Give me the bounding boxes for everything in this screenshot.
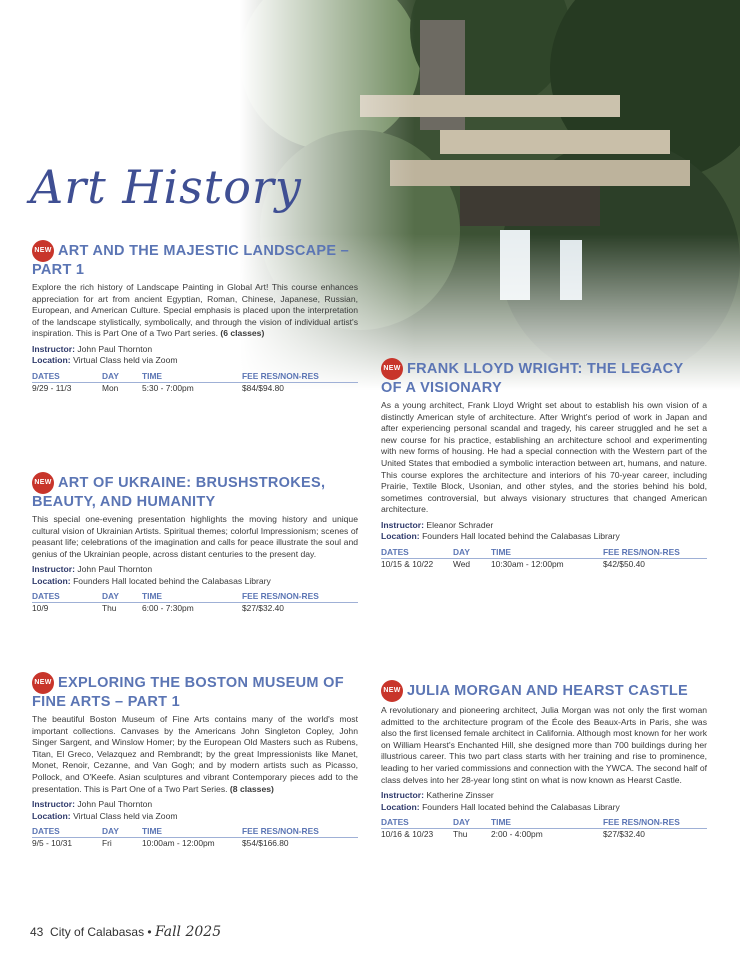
- new-badge-icon: NEW: [32, 672, 54, 694]
- course-description: As a young architect, Frank Lloyd Wright set about to establish his own vision of a distinctly American style of architecture. After Wright's period of work in Japan and after experiencing personal scandal and tragedy, his career struggled and he set a new course for his practice, establishing an architecture school and experimenting with new forms of housing. He had a special connection with the Western part of the United States that embodied a symbolic interaction between art, humans, and nature. This course explores the architecture and interiors of his 70-year career, including Prairie, Textile Block, Usonian, and other styles, and the stories behind his bold, sometimes controversial, but always visionary structures that changed American architecture.: [381, 400, 707, 515]
- course-boston: [32, 672, 358, 849]
- course-description: A revolutionary and pioneering architect, Julia Morgan was not only the first woman admitted to the architecture program of the École des Beaux-Arts in Paris, she was also the first licensed female architect in California. Although most known for her work on William Hearst's Enchanted Hill, she designed more than 700 buildings during her illustrious career. This two part class starts with her training and rise to prominence, leading to her varied commissions and connection with the YWCA. The second half of class delves into her 28-year long stint on what is now known as Hearst Castle.: [381, 705, 707, 785]
- course-location: Location: Virtual Class held via Zoom: [32, 810, 178, 821]
- page-number: 43: [30, 925, 44, 939]
- course-title: NEW ART OF UKRAINE: BRUSHSTROKES, BEAUTY, AND HUMANITY: [32, 472, 358, 511]
- new-badge-icon: NEW: [32, 472, 54, 494]
- course-title: NEW JULIA MORGAN AND HEARST CASTLE: [381, 680, 707, 702]
- new-badge-icon: NEW: [32, 240, 54, 262]
- course-ukraine: [32, 472, 358, 614]
- course-title: NEW FRANK LLOYD WRIGHT: THE LEGACY OF A VISIONARY: [381, 358, 707, 397]
- course-wright: [381, 358, 707, 570]
- course-location: Location: Founders Hall located behind the Calabasas Library: [32, 575, 271, 586]
- course-instructor: Instructor: John Paul Thornton: [32, 799, 153, 810]
- course-description: Explore the rich history of Landscape Painting in Global Art! This course enhances appreciation for art from ancient Egyptian, Roman, Chinese, Japanese, Russian, European, and American Culture. Special emphasis is placed upon the interpretation of the landscape stylistically, symbolically, and through the vision of individual artist's inspiration. This is Part One of a Two Part series. (6 classes): [32, 282, 358, 339]
- course-title: NEW ART AND THE MAJESTIC LANDSCAPE – PART 1: [32, 240, 358, 279]
- page-footer: [30, 924, 221, 940]
- course-schedule: DATES DAY TIME FEE RES/NON-RES 10/15 & 10/22 Wed 10:30am - 12:00pm $42/$50.40: [381, 547, 707, 570]
- course-instructor: Instructor: John Paul Thornton: [32, 343, 153, 354]
- course-description: This special one-evening presentation highlights the moving history and unique cultural vision of Ukrainian Artists. Spiritual themes; colorful Impressionism; scenes of peasant life; celebrations of the imagination and calls for peace illustrate the soul and genius of the Ukrainian people, across distant centuries to the present day.: [32, 514, 358, 559]
- course-location: Location: Virtual Class held via Zoom: [32, 355, 178, 366]
- page-title: Art History: [30, 160, 302, 214]
- new-badge-icon: NEW: [381, 358, 403, 380]
- course-instructor: Instructor: Eleanor Schrader: [381, 519, 494, 530]
- course-schedule: DATES DAY TIME FEE RES/NON-RES 10/9 Thu 6:00 - 7:30pm $27/$32.40: [32, 591, 358, 614]
- footer-city: City of Calabasas: [50, 925, 145, 939]
- course-schedule: DATES DAY TIME FEE RES/NON-RES 10/16 & 10/23 Thu 2:00 - 4:00pm $27/$32.40: [381, 817, 707, 840]
- course-schedule: DATES DAY TIME FEE RES/NON-RES 9/5 - 10/31 Fri 10:00am - 12:00pm $54/$166.80: [32, 826, 358, 849]
- course-location: Location: Founders Hall located behind the Calabasas Library: [381, 531, 620, 542]
- footer-season: Fall 2025: [154, 924, 222, 940]
- course-location: Location: Founders Hall located behind the Calabasas Library: [381, 801, 620, 812]
- course-description: The beautiful Boston Museum of Fine Arts contains many of the world's most important collections. Canvases by the Americans John Singleton Copley, John Singer Sargent, and Winslow Homer; by the European Old Masters such as Rubens, Titan, El Greco, Velazquez and Rembrandt; by the great Impressionists like Manet, Monet, Renoir, Cezanne, and Van Gogh; and by modern artists such as Picasso, Pollock, and O'Keefe. Asian sculptures and vibrant Contemporary pieces add to the presentation. This is Part One of a Two Part Series. (8 classes): [32, 714, 358, 794]
- new-badge-icon: NEW: [381, 680, 403, 702]
- course-instructor: Instructor: John Paul Thornton: [32, 564, 153, 575]
- course-instructor: Instructor: Katherine Zinsser: [381, 790, 494, 801]
- course-morgan: [381, 680, 707, 840]
- course-title: NEW EXPLORING THE BOSTON MUSEUM OF FINE ARTS – PART 1: [32, 672, 358, 711]
- footer-separator: •: [147, 925, 152, 939]
- course-landscape: [32, 240, 358, 394]
- course-schedule: DATES DAY TIME FEE RES/NON-RES 9/29 - 11/3 Mon 5:30 - 7:00pm $84/$94.80: [32, 371, 358, 394]
